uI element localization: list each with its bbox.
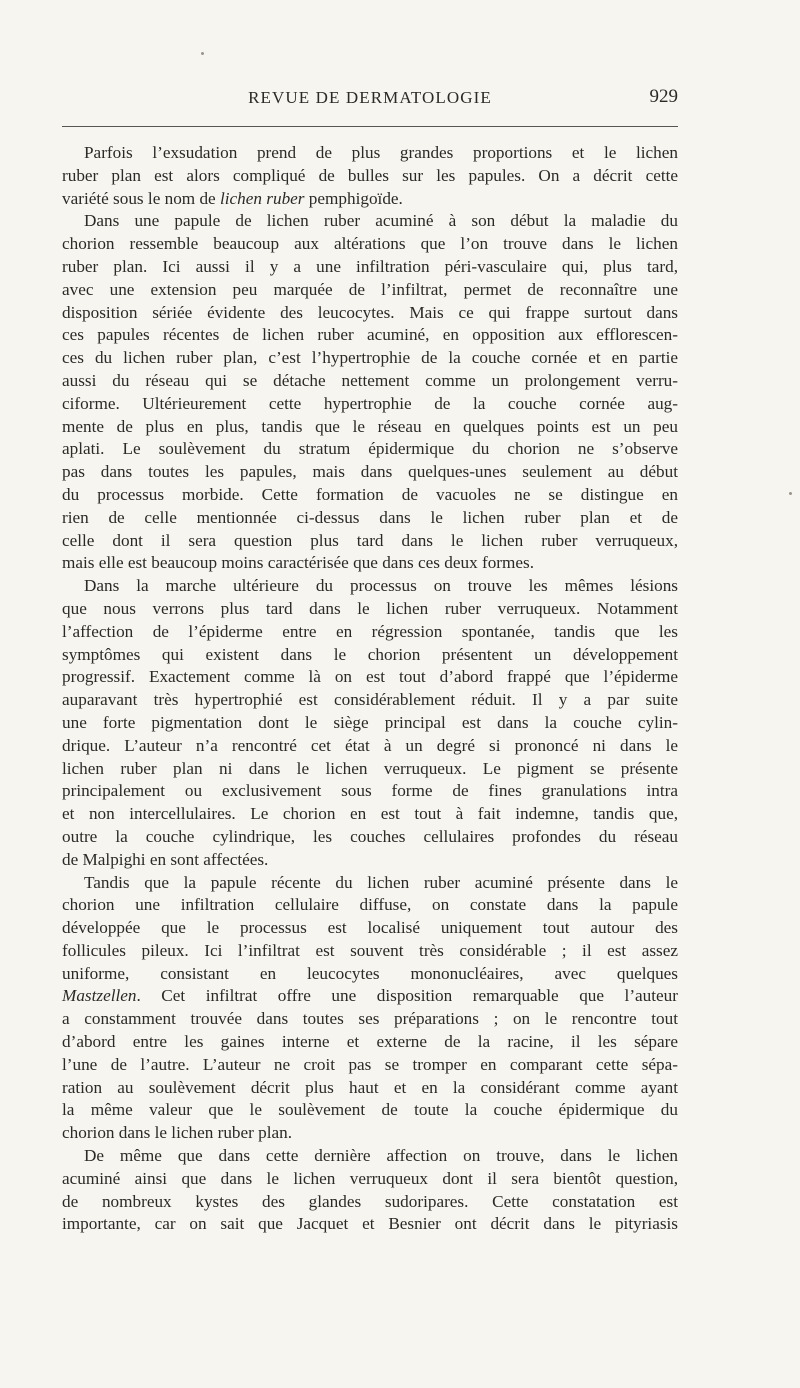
- text-line: mente de plus en plus, tandis que le réseau en quelques points est un peu: [62, 416, 678, 436]
- text-line: progressif. Exactement comme là on est tout d’abord frappé que l’épiderme: [62, 667, 678, 687]
- text-line: auparavant très hypertrophié est considérablement réduit. Il y a par suite: [62, 690, 678, 710]
- text-line: principalement ou exclusivement sous forme de fines granulations intra: [62, 781, 678, 801]
- text-line: ciforme. Ultérieurement cette hypertrophie de la couche cornée aug-: [62, 393, 678, 413]
- text-line: [62, 188, 678, 211]
- text-line: ces papules récentes de lichen ruber acuminé, en opposition aux efflorescen-: [62, 325, 678, 345]
- text-line: Tandis que la papule récente du lichen ruber acuminé présente dans le: [84, 872, 678, 892]
- text-line: acuminé ainsi que dans le lichen verruqueux dont il sera bientôt question,: [62, 1168, 678, 1188]
- text-line: disposition sériée évidente des leucocytes. Mais ce qui frappe surtout dans: [62, 302, 678, 322]
- text-line: Parfois l’exsudation prend de plus grandes proportions et le lichen: [84, 143, 678, 162]
- text-line: drique. L’auteur n’a rencontré cet état à un degré si prononcé ni dans le: [62, 735, 678, 755]
- paragraph: [62, 210, 678, 575]
- text-line: et non intercellulaires. Le chorion en est tout à fait indemne, tandis que,: [62, 804, 678, 824]
- text-line: celle dont il sera question plus tard dans le lichen ruber verruqueux,: [62, 530, 678, 550]
- text-line: que nous verrons plus tard dans le lichen ruber verruqueux. Notamment: [62, 598, 678, 618]
- journal-title: REVUE DE DERMATOLOGIE: [248, 88, 492, 107]
- text-line: développée que le processus est localisé uniquement tout autour des: [62, 918, 678, 938]
- paper-speck: [789, 492, 792, 495]
- text-line: mais elle est beaucoup moins caractérisée que dans ces deux formes.: [62, 553, 534, 573]
- paragraph: [62, 1145, 678, 1236]
- text-segment: pemphigoïde.: [304, 188, 403, 208]
- text-line: chorion une infiltration cellulaire diffuse, on constate dans la papule: [62, 895, 678, 915]
- text-line: pas dans toutes les papules, mais dans quelques-unes seulement au début: [62, 462, 678, 482]
- text-line: chorion dans le lichen ruber plan.: [62, 1123, 293, 1143]
- text-line: ces du lichen ruber plan, c’est l’hypertrophie de la couche cornée et en partie: [62, 348, 678, 368]
- text-segment: . Cet infiltrat offre une disposition remarquable que l’auteur: [136, 986, 678, 1006]
- text-line: lichen ruber plan ni dans le lichen verruqueux. Le pigment se présente: [62, 758, 678, 778]
- text-line: ration au soulèvement décrit plus haut et en la considérant comme ayant: [62, 1077, 678, 1097]
- text-line: rien de celle mentionnée ci-dessus dans le lichen ruber plan et de: [62, 507, 678, 527]
- text-line: follicules pileux. Ici l’infiltrat est souvent très considérable ; il est assez: [62, 940, 678, 960]
- text-line: outre la couche cylindrique, les couches cellulaires profondes du réseau: [62, 826, 678, 846]
- text-line: ruber plan. Ici aussi il y a une infiltration péri-vasculaire qui, plus tard,: [62, 256, 678, 276]
- text-line: chorion ressemble beaucoup aux altérations que l’on trouve dans le lichen: [62, 234, 678, 254]
- text-line: d’abord entre les gaines interne et externe de la racine, il les sépare: [62, 1032, 678, 1052]
- text-line: la même valeur que le soulèvement de toute la couche épidermique du: [62, 1100, 678, 1120]
- text-line: de nombreux kystes des glandes sudoripares. Cette constatation est: [62, 1191, 678, 1211]
- text-line: aussi du réseau qui se détache nettement comme un prolongement verru-: [62, 370, 678, 390]
- text-line: a constamment trouvée dans toutes ses préparations ; on le rencontre tout: [62, 1009, 678, 1029]
- italic-term: lichen ruber: [220, 188, 305, 208]
- text-line: une forte pigmentation dont le siège principal est dans la couche cylin-: [62, 712, 678, 732]
- paragraph: [62, 872, 678, 1146]
- text-line: du processus morbide. Cette formation de vacuoles ne se distingue en: [62, 484, 678, 504]
- text-line: l’une de l’autre. L’auteur ne croit pas se tromper en comparant cette sépa-: [62, 1054, 678, 1074]
- text-line: De même que dans cette dernière affection on trouve, dans le lichen: [84, 1146, 678, 1166]
- text-line: [62, 985, 678, 1008]
- text-line: aplati. Le soulèvement du stratum épidermique du chorion ne s’observe: [62, 439, 678, 459]
- paragraph: [62, 575, 678, 871]
- text-line: ruber plan est alors compliqué de bulles sur les papules. On a décrit cette: [62, 165, 678, 185]
- running-head: [62, 86, 678, 112]
- text-segment: variété sous le nom de: [62, 188, 220, 208]
- text-line: symptômes qui existent dans le chorion présentent un développement: [62, 644, 678, 664]
- text-line: avec une extension peu marquée de l’infiltrat, permet de reconnaître une: [62, 279, 678, 299]
- page-number: 929: [649, 86, 678, 107]
- paper-speck: [201, 52, 204, 55]
- text-line: l’affection de l’épiderme entre en régression spontanée, tandis que les: [62, 621, 678, 641]
- text-line: Dans la marche ultérieure du processus on trouve les mêmes lésions: [84, 576, 678, 596]
- paragraph: [62, 142, 678, 210]
- text-line: Dans une papule de lichen ruber acuminé à son début la maladie du: [84, 211, 678, 231]
- body-text: [62, 142, 678, 1236]
- header-rule: [62, 126, 678, 127]
- text-line: uniforme, consistant en leucocytes mononucléaires, avec quelques: [62, 963, 678, 983]
- italic-term: Mastzellen: [62, 986, 137, 1006]
- text-line: importante, car on sait que Jacquet et Besnier ont décrit dans le pityriasis: [62, 1214, 678, 1234]
- text-line: de Malpighi en sont affectées.: [62, 849, 269, 869]
